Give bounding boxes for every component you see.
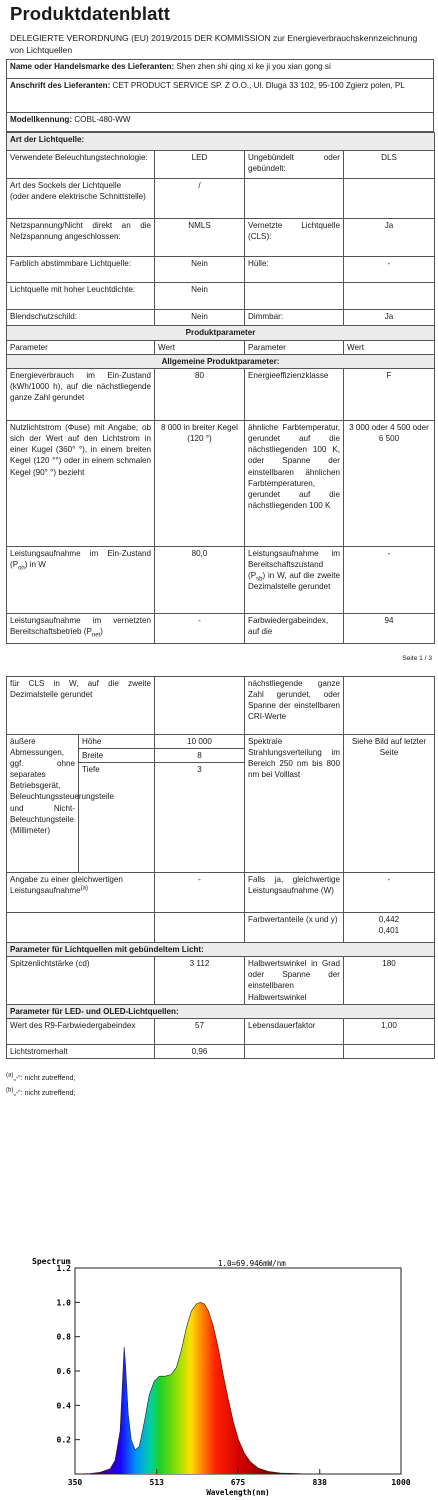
- col-header-value: Wert: [155, 341, 245, 355]
- networked-standby-value: -: [155, 614, 245, 644]
- chromaticity-values: [344, 913, 435, 943]
- supplier-address-label: Anschrift des Lieferanten:: [10, 81, 111, 90]
- empty-cell: [344, 1045, 435, 1059]
- model-value: COBL-480-WW: [74, 115, 131, 124]
- chart-title: Spectrum: [32, 1257, 71, 1266]
- empty-cell: [7, 913, 155, 943]
- directional-header: Parameter für Lichtquellen mit gebündeltem Licht:: [7, 943, 435, 957]
- cct-value: 3 000 oder 4 500 oder 6 500: [344, 421, 435, 547]
- empty-cell: [344, 677, 435, 735]
- empty-cell: [155, 913, 245, 943]
- ls-row-value: NMLS: [155, 219, 245, 257]
- ls-row-value: Nein: [155, 283, 245, 310]
- ls-row-value: -: [344, 257, 435, 283]
- networked-standby-label: Leistungsaufnahme im vernetzten Bereitschaftsbetrieb $(P_{net})$: [7, 614, 155, 644]
- ls-row-value: [344, 179, 435, 219]
- ls-row-label: Ungebündelt oder gebündelt:: [245, 151, 344, 179]
- ls-row-value: DLS: [344, 151, 435, 179]
- ls-row-label: Dimmbar:: [245, 310, 344, 326]
- spectrum-chart: [28, 1254, 438, 1500]
- supplier-name-value: Shen zhen shi qing xi ke ji you xian gong si: [176, 62, 331, 71]
- supplier-address-cell: [7, 79, 434, 113]
- ls-row-label: Netzspannung/Nicht direkt an die Netzspannung angeschlossen:: [7, 219, 155, 257]
- dimension-value: 3: [155, 763, 245, 873]
- standby-power-value: -: [344, 547, 435, 614]
- ls-row-label: Lichtquelle mit hoher Leuchtdichte:: [7, 283, 155, 310]
- survival-factor-value: 1,00: [344, 1019, 435, 1045]
- dimension-value: 8: [155, 749, 245, 763]
- x-tick-label: 350: [67, 1478, 83, 1487]
- r9-value: 57: [155, 1019, 245, 1045]
- cri-value: 94: [344, 614, 435, 644]
- equivalent-power-value: -: [155, 873, 245, 913]
- ls-row-value: LED: [155, 151, 245, 179]
- lumen-maintenance-value: 0,96: [155, 1045, 245, 1059]
- ls-row-value: Ja: [344, 219, 435, 257]
- ls-row-value: /: [155, 179, 245, 219]
- y-tick-label: 0.6: [56, 1367, 71, 1376]
- spectral-label: Spektrale Strahlungsverteilung im Bereich 250 nm bis 800 nm bei Volllast: [245, 735, 344, 873]
- dimensions-label: äußere Abmessungen, ggf. ohne separates Betriebsgerät, Beleuchtungssteuerungsteile und Nicht-Beleuchtungsteile (Millimeter): [7, 735, 79, 873]
- beam-angle-label: Halbwertswinkel in Grad oder Spanne der einstellbaren Halbwertswinkel: [245, 957, 344, 1005]
- empty-cell: [155, 677, 245, 735]
- ls-row-label: Hülle:: [245, 257, 344, 283]
- lumen-maintenance-label: Lichtstromerhalt: [7, 1045, 155, 1059]
- equivalent-power-label: Angabe zu einer gleichwertigen Leistungsaufnahme$^{(a)}$: [7, 873, 155, 913]
- y-tick-label: 0.2: [56, 1435, 71, 1445]
- peak-intensity-value: 3 112: [155, 957, 245, 1005]
- socket-label: Art des Sockels der Lichtquelle: [10, 181, 122, 190]
- model-label: Modellkennung:: [10, 115, 73, 124]
- col-header-param: Parameter: [7, 341, 155, 355]
- networked-standby-label-cont: für CLS in W, auf die zweite Dezimalstelle gerundet: [7, 677, 155, 735]
- chromaticity-label: Farbwertanteile (x und y): [245, 913, 344, 943]
- dimension-name: Tiefe: [79, 763, 155, 873]
- empty-cell: [245, 1045, 344, 1059]
- regulation-intro: DELEGIERTE VERORDNUNG (EU) 2019/2015 DER KOMMISSION zur Energieverbrauchskennzeichnung von Lichtquellen: [10, 33, 418, 55]
- product-params-header: Produktparameter: [7, 326, 435, 341]
- page-1: [0, 0, 438, 675]
- efficiency-class-label: Energieeffizienzklasse: [245, 369, 344, 421]
- y-tick-label: 0.4: [56, 1401, 71, 1411]
- x-tick-label: 675: [230, 1478, 246, 1487]
- supplier-table: [6, 59, 434, 132]
- socket-label-note: (oder andere elektrische Schnittstelle): [10, 192, 146, 202]
- cri-label-cont: nächstliegende ganze Zahl gerundet, oder Spanne der einstellbaren CRI-Werte: [245, 677, 344, 735]
- light-source-type-table: [6, 132, 435, 644]
- ls-row-label: Blendschutzschild:: [7, 310, 155, 326]
- supplier-address-value: CET PRODUCT SERVICE SP. Z O.O., Ul. Dluga 33 102, 95-100 Zgierz polen, PL: [112, 81, 405, 90]
- equivalent-if-label: Falls ja, gleichwertige Leistungsaufnahme (W): [245, 873, 344, 913]
- on-mode-power-value: 80,0: [155, 547, 245, 614]
- x-axis-label: Wavelength(nm): [206, 1488, 270, 1497]
- ls-row-label: [245, 283, 344, 310]
- survival-factor-label: Lebensdauerfaktor: [245, 1019, 344, 1045]
- ls-row-value: [344, 283, 435, 310]
- equivalent-if-value: -: [344, 873, 435, 913]
- x-tick-label: 513: [149, 1478, 164, 1487]
- page-number: Seite 1 / 3: [402, 655, 432, 662]
- page-title: Produktdatenblatt: [10, 3, 170, 24]
- on-mode-power-label: Leistungsaufnahme im Ein-Zustand $(P_{on})$ in W: [7, 547, 155, 614]
- ls-row-value: Nein: [155, 257, 245, 283]
- general-params-header: Allgemeine Produktparameter:: [7, 355, 435, 369]
- efficiency-class-value: F: [344, 369, 435, 421]
- standby-power-label: Leistungsaufnahme im Bereitschaftszustand $(P_{sb})$ in W, auf die zweite Dezimalstelle gerundet: [245, 547, 344, 614]
- product-params-continued-table: [6, 676, 435, 1059]
- footnote: $^{(b)}$„-“: nicht zutreffend;: [6, 1087, 76, 1097]
- led-params-header: Parameter für LED- und OLED-Lichtquellen:: [7, 1005, 435, 1019]
- beam-angle-value: 180: [344, 957, 435, 1005]
- ls-row-label: [245, 179, 344, 219]
- col-header-param: Parameter: [245, 341, 344, 355]
- energy-consumption-value: 80: [155, 369, 245, 421]
- col-header-value: Wert: [344, 341, 435, 355]
- supplier-name-label: Name oder Handelsmarke des Lieferanten:: [10, 62, 175, 71]
- supplier-name-cell: [7, 60, 434, 79]
- cri-label: Farbwiedergabeindex, auf die: [245, 614, 344, 644]
- luminous-flux-value: 8 000 in breiter Kegel (120 °): [155, 421, 245, 547]
- energy-consumption-label: Energieverbrauch im Ein-Zustand (kWh/1000 h), auf die nächstliegende ganze Zahl gerundet: [7, 369, 155, 421]
- light-source-type-header: Art der Lichtquelle:: [7, 133, 435, 151]
- ls-row-label: Verwendete Beleuchtungstechnologie:: [7, 151, 155, 179]
- dimension-value: 10 000: [155, 735, 245, 749]
- dimension-name: Breite: [79, 749, 155, 763]
- ls-row-label: Farblich abstimmbare Lichtquelle:: [7, 257, 155, 283]
- chromaticity-y: 0,401: [378, 926, 400, 936]
- spectral-value: Siehe Bild auf letzter Seite: [344, 735, 435, 873]
- x-tick-label: 1000: [391, 1478, 411, 1487]
- ls-row-value: Ja: [344, 310, 435, 326]
- x-tick-label: 838: [312, 1478, 327, 1487]
- peak-intensity-label: Spitzenlichtstärke (cd): [7, 957, 155, 1005]
- ls-row-value: Nein: [155, 310, 245, 326]
- ls-row-label: [7, 179, 155, 219]
- y-tick-label: 1.0: [56, 1298, 71, 1308]
- luminous-flux-label: Nutzlichtstrom (Φuse) mit Angabe, ob sich der Wert auf den Lichtstrom in einer Kugel (360° °), in einem breiten Kegel (120 °°) oder in einem schmalen Kegel (90° °) bezieht: [7, 421, 155, 547]
- dimension-name: Höhe: [79, 735, 155, 749]
- y-tick-label: 1.2: [56, 1264, 71, 1273]
- y-tick-label: 0.8: [56, 1332, 71, 1342]
- chromaticity-x: 0,442: [378, 915, 400, 925]
- ls-row-label: Vernetzte Lichtquelle (CLS):: [245, 219, 344, 257]
- r9-label: Wert des R9-Farbwiedergabeindex: [7, 1019, 155, 1045]
- chart-annotation: 1.0=69.946mW/nm: [218, 1259, 286, 1268]
- footnote: $^{(a)}$„-“: nicht zutreffend;: [6, 1072, 76, 1082]
- model-cell: [7, 113, 434, 132]
- cct-label: ähnliche Farbtemperatur, gerundet auf die nächstliegenden 100 K, oder Spanne der einstellbaren ähnlichen Farbtemperaturen, gerundet auf die nächstliegenden 100 K: [245, 421, 344, 547]
